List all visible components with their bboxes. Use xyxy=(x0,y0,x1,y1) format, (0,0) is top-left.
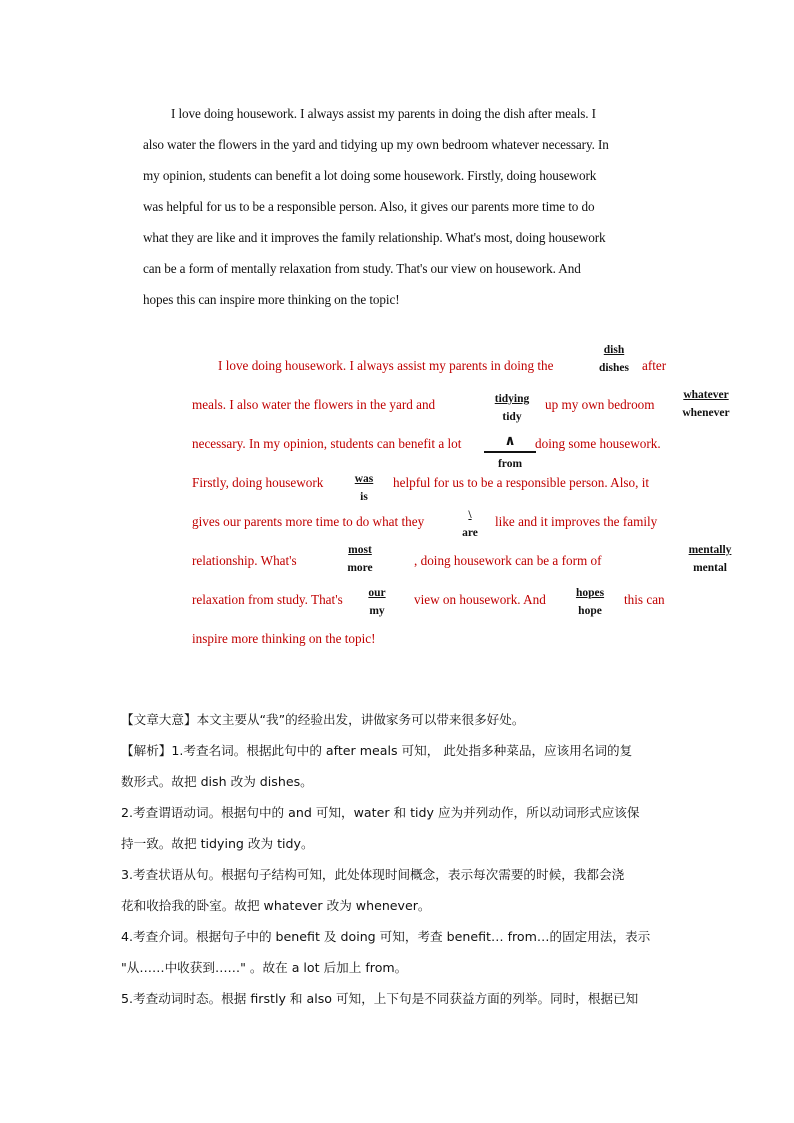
corrected-text: meals. I also water the flowers in the yard and xyxy=(192,397,436,412)
original-line: was helpful for us to be a responsible person. Also, it gives our parents more time to do xyxy=(143,199,595,214)
correct-word: tidy xyxy=(502,411,522,423)
wrong-word: mentally xyxy=(688,544,732,556)
correct-word: is xyxy=(360,491,368,503)
insert-caret: ∧ xyxy=(504,434,516,449)
original-line: can be a form of mentally relaxation from study. That's our view on housework. And xyxy=(143,261,581,276)
analysis-section xyxy=(121,704,677,1014)
correction-mark xyxy=(682,541,738,577)
corrected-text: this can xyxy=(624,592,665,607)
insert-line xyxy=(484,451,536,453)
wrong-word: hopes xyxy=(575,587,605,599)
correct-word: my xyxy=(369,605,385,617)
corrected-text: doing some housework. xyxy=(535,436,661,451)
original-line: hopes this can inspire more thinking on the topic! xyxy=(143,292,400,307)
analysis-line: 3.考查状语从句。根据句子结构可知，此处体现时间概念，表示每次需要的时候，我都会浇 xyxy=(121,867,625,882)
analysis-line: 2.考查谓语动词。根据句中的 and 可知，water 和 tidy 应为并列动作，所以动词形式应该保 xyxy=(121,805,640,820)
correction-mark xyxy=(676,386,736,422)
corrected-text: relaxation from study. That's xyxy=(192,592,343,607)
wrong-word: tidying xyxy=(494,393,530,405)
analysis-line: 【解析】1.考查名词。根据此句中的 after meals 可知， 此处指多种菜品，应该用名词的复 xyxy=(121,743,633,758)
correct-word: hope xyxy=(578,605,602,617)
corrected-text: after xyxy=(642,358,667,373)
original-line: I love doing housework. I always assist my parents in doing the dish after meals. I xyxy=(171,106,596,121)
analysis-line: 【文章大意】本文主要从“我”的经验出发，讲做家务可以带来很多好处。 xyxy=(121,712,525,727)
corrected-text: like and it improves the family xyxy=(495,514,658,529)
corrected-text: necessary. In my opinion, students can benefit a lot xyxy=(192,436,462,451)
wrong-word: most xyxy=(348,544,372,556)
corrected-text: view on housework. And xyxy=(414,592,546,607)
correction-mark xyxy=(568,584,612,620)
correct-word: mental xyxy=(693,562,727,574)
corrected-text: gives our parents more time to do what they xyxy=(192,514,425,529)
original-line: what they are like and it improves the family relationship. What's most, doing housework xyxy=(143,230,606,245)
original-line: my opinion, students can benefit a lot doing some housework. Firstly, doing housework xyxy=(143,168,597,183)
wrong-word: dish xyxy=(603,344,625,356)
corrected-text: helpful for us to be a responsible person. Also, it xyxy=(393,475,650,490)
wrong-word: our xyxy=(368,587,386,599)
correction-mark xyxy=(362,584,392,620)
analysis-line: "从……中收获到……" 。故在 a lot 后加上 from。 xyxy=(121,960,408,975)
correct-word: from xyxy=(497,458,523,470)
corrected-text: inspire more thinking on the topic! xyxy=(192,631,376,646)
corrected-text: Firstly, doing housework xyxy=(192,475,324,490)
analysis-line: 4.考查介词。根据句子中的 benefit 及 doing 可知，考查 benefit… from…的固定用法，表示 xyxy=(121,929,651,944)
analysis-line: 花和收拾我的卧室。故把 whatever 改为 whenever。 xyxy=(121,898,431,913)
original-line: also water the flowers in the yard and tidying up my own bedroom whatever necessary. In xyxy=(143,137,609,152)
analysis-line: 持一致。故把 tidying 改为 tidy。 xyxy=(121,836,314,851)
correct-word: are xyxy=(462,527,478,539)
correct-word: more xyxy=(347,562,373,574)
corrected-text: relationship. What's xyxy=(192,553,297,568)
corrected-text: , doing housework can be a form of xyxy=(414,553,602,568)
correct-word: whenever xyxy=(682,407,730,419)
correct-word: dishes xyxy=(598,362,630,374)
corrected-text: I love doing housework. I always assist my parents in doing the xyxy=(218,358,554,373)
wrong-word: was xyxy=(354,473,374,485)
corrected-text: up my own bedroom xyxy=(545,397,655,412)
wrong-word: \ xyxy=(468,509,472,521)
correction-mark xyxy=(488,390,536,426)
correction-mark xyxy=(348,470,380,506)
wrong-word: whatever xyxy=(683,389,729,401)
correction-mark xyxy=(592,341,636,377)
analysis-line: 数形式。故把 dish 改为 dishes。 xyxy=(121,774,313,789)
correction-mark xyxy=(338,541,382,577)
analysis-line: 5.考查动词时态。根据 firstly 和 also 可知，上下句是不同获益方面的列举。同时，根据已知 xyxy=(121,991,639,1006)
correction-mark xyxy=(450,506,490,542)
